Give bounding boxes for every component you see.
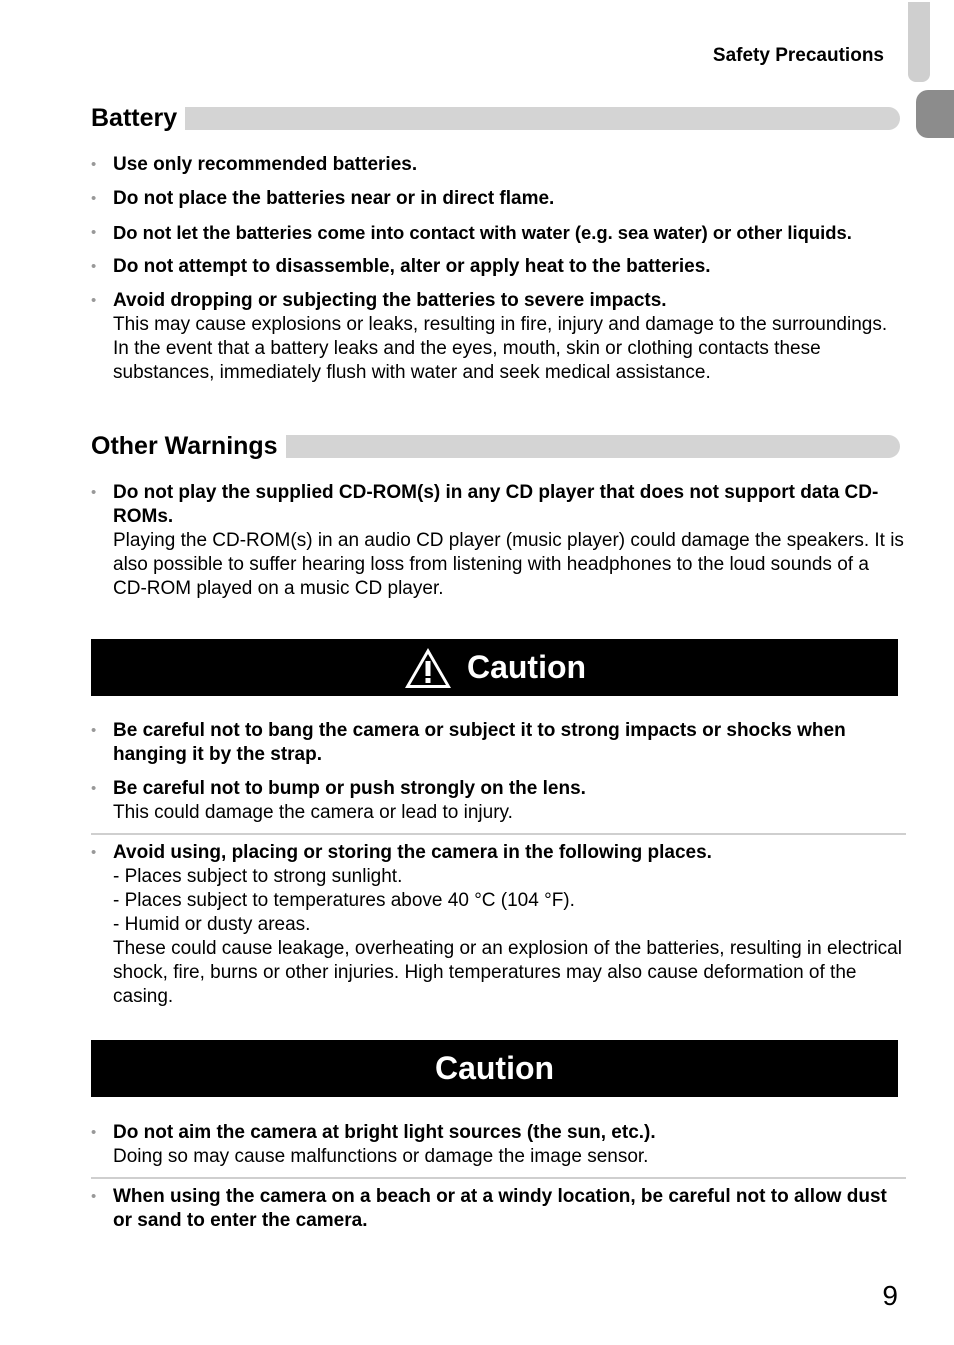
- item-bold: • Avoid dropping or subjecting the batteries to severe impacts.: [113, 290, 667, 311]
- item-text: Doing so may cause malfunctions or damage the image sensor.: [113, 1146, 649, 1167]
- caution-title: Caution: [434, 1050, 555, 1086]
- item-subpoint: - Humid or dusty areas.: [113, 914, 311, 935]
- thumb-tab-top: [908, 2, 930, 82]
- list-item: [91, 153, 906, 177]
- item-text: This could damage the camera or lead to injury.: [113, 802, 513, 823]
- item-bold: Use only recommended batteries.: [113, 154, 418, 175]
- page-number: 9: [882, 1280, 898, 1311]
- list-item: [91, 1177, 906, 1233]
- caution-banner: [91, 1040, 898, 1097]
- item-subpoint: - Places subject to temperatures above 40 °C (104 °F).: [113, 890, 575, 911]
- battery-heading-text: Battery: [91, 104, 178, 132]
- item-bold: • Avoid using, placing or storing the camera in the following places.: [113, 842, 712, 863]
- list-item: [91, 481, 906, 601]
- list-item: [91, 289, 906, 385]
- warning-triangle-icon: [403, 646, 453, 690]
- battery-list: [91, 153, 906, 385]
- list-item: [91, 719, 906, 767]
- running-header: Safety Precautions: [712, 45, 884, 66]
- item-bold: Be careful not to bang the camera or subject it to strong impacts or shocks when hanging it by the strap.: [113, 720, 846, 765]
- item-text: Playing the CD-ROM(s) in an audio CD player (music player) could damage the speakers. It is also possible to suffer hearing loss from listening with headphones to the loud sounds of a CD-ROM played on a music CD player.: [113, 530, 904, 599]
- list-item: [91, 777, 906, 825]
- item-bold: • When using the camera on a beach or at a windy location, be careful not to allow dust or sand to enter the camera.: [113, 1186, 887, 1231]
- battery-heading: [91, 104, 900, 133]
- caution-list: [91, 1121, 906, 1233]
- item-bold: Do not place the batteries near or in direct flame.: [113, 188, 555, 209]
- item-text: This may cause explosions or leaks, resulting in fire, injury and damage to the surroundings. In the event that a battery leaks and the eyes, mouth, skin or clothing contacts these substances, immediately flush with water and seek medical assistance.: [113, 314, 888, 383]
- item-bold: • Be careful not to bump or push strongly on the lens.: [113, 778, 586, 799]
- other-warnings-heading-text: Other Warnings: [91, 432, 278, 460]
- caution-title: Caution: [466, 649, 587, 685]
- item-subpoint: - Places subject to strong sunlight.: [113, 866, 403, 887]
- item-bold: Do not attempt to disassemble, alter or apply heat to the batteries.: [113, 256, 711, 277]
- heading-rule: [185, 107, 900, 130]
- list-item: [91, 833, 906, 1009]
- heading-rule: [286, 435, 900, 458]
- list-item: [91, 187, 906, 211]
- item-text: These could cause leakage, overheating or an explosion of the batteries, resulting in electrical shock, fire, burns or other injuries. High temperatures may also cause deformation of the casing.: [113, 938, 902, 1007]
- chapter-tab: [916, 90, 954, 138]
- list-item: [91, 255, 906, 279]
- item-bold: Do not let the batteries come into contact with water (e.g. sea water) or other liquids.: [113, 222, 852, 243]
- item-bold: • Do not aim the camera at bright light sources (the sun, etc.).: [113, 1122, 656, 1143]
- caution-list: [91, 719, 906, 1009]
- caution-banner: [91, 639, 898, 696]
- other-warnings-list: [91, 481, 906, 601]
- item-bold: • Do not play the supplied CD-ROM(s) in any CD player that does not support data CD-ROMs.: [113, 482, 879, 527]
- list-item: [91, 1121, 906, 1169]
- list-item: [91, 221, 906, 245]
- other-warnings-heading: [91, 432, 900, 461]
